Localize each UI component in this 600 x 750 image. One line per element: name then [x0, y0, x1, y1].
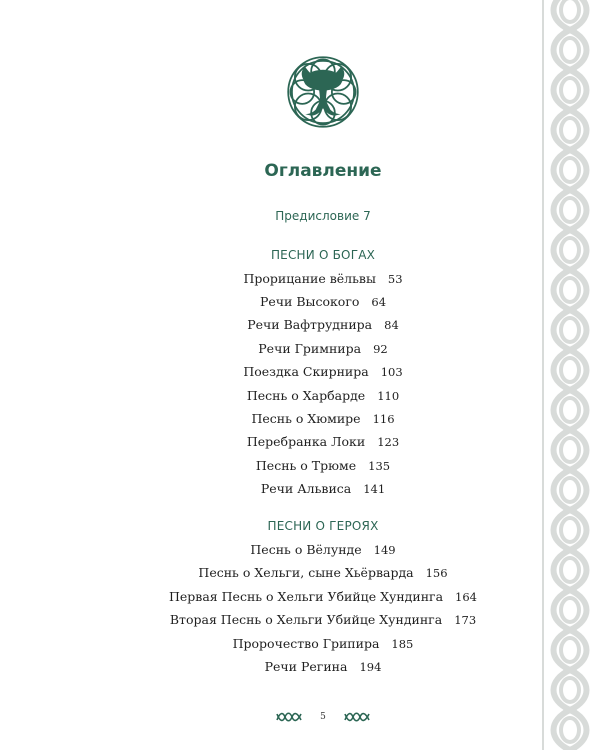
toc-entry[interactable] — [0, 612, 600, 627]
toc-entry[interactable] — [0, 341, 600, 356]
toc-entry[interactable] — [0, 542, 600, 557]
entry-page-number: 116 — [372, 412, 395, 426]
entry-page-number: 164 — [455, 590, 477, 604]
knot-ornament-left-icon — [276, 711, 302, 723]
entry-page-number: 185 — [391, 637, 414, 651]
entry-title: Перебранка Локи — [246, 434, 366, 449]
entry-title: Песнь о Харбарде — [246, 388, 366, 403]
toc-entry[interactable] — [0, 388, 600, 403]
entry-title: Речи Высокого — [259, 294, 360, 309]
entry-page-number: 53 — [387, 272, 403, 286]
toc-entry[interactable] — [0, 294, 600, 309]
toc-entry[interactable] — [0, 659, 600, 674]
entry-title: Пророчество Грипира — [232, 636, 380, 651]
toc-entry[interactable] — [0, 565, 600, 580]
entry-page-number: 110 — [377, 389, 400, 403]
entry-title: Речи Регина — [264, 659, 348, 674]
entry-page-number: 123 — [377, 435, 400, 449]
entry-page-number: 103 — [380, 365, 403, 379]
toc-entry[interactable] — [0, 317, 600, 332]
entry-title: Песнь о Вёлунде — [250, 542, 362, 557]
entry-page-number: 84 — [384, 318, 399, 332]
toc-title: Оглавление — [264, 161, 382, 181]
yggdrasil-tree-icon — [286, 55, 360, 129]
entry-title: Песнь о Хельги, сыне Хьёрварда — [198, 565, 414, 580]
toc-entry[interactable] — [0, 589, 600, 604]
toc-entry[interactable] — [0, 458, 600, 473]
section-heading-heroes: ПЕСНИ О ГЕРОЯХ — [267, 519, 379, 533]
section-heading-gods: ПЕСНИ О БОГАХ — [270, 248, 376, 262]
entry-title: Песнь о Хюмире — [251, 411, 361, 426]
entry-page-number: 149 — [373, 543, 396, 557]
knot-ornament-right-icon — [344, 711, 370, 723]
entry-page-number: 92 — [373, 342, 388, 356]
toc-entry[interactable] — [0, 364, 600, 379]
toc-entry[interactable] — [0, 636, 600, 651]
toc-entry[interactable] — [0, 271, 600, 286]
toc-entry[interactable] — [0, 411, 600, 426]
entry-page-number: 64 — [371, 295, 387, 309]
entry-title: Речи Альвиса — [260, 481, 352, 496]
page-number: 5 — [320, 712, 326, 723]
entry-title: Первая Песнь о Хельги Убийце Хундинга — [169, 589, 444, 604]
entry-title: Речи Гримнира — [258, 341, 362, 356]
entry-page-number: 135 — [368, 459, 391, 473]
entry-title: Речи Вафтруднира — [247, 317, 373, 332]
toc-entry[interactable] — [0, 434, 600, 449]
toc-entry[interactable] — [0, 481, 600, 496]
entry-title: Поездка Скирнира — [243, 364, 369, 379]
page-footer — [0, 708, 600, 726]
entry-page-number: 173 — [454, 613, 477, 627]
preface-entry[interactable]: Предисловие 7 — [275, 209, 371, 223]
entry-page-number: 194 — [359, 660, 382, 674]
entry-page-number: 156 — [425, 566, 448, 580]
entry-page-number: 141 — [363, 482, 386, 496]
entry-title: Песнь о Трюме — [255, 458, 357, 473]
entry-title: Вторая Песнь о Хельги Убийце Хундинга — [169, 612, 443, 627]
entry-title: Прорицание вёльвы — [243, 271, 376, 286]
